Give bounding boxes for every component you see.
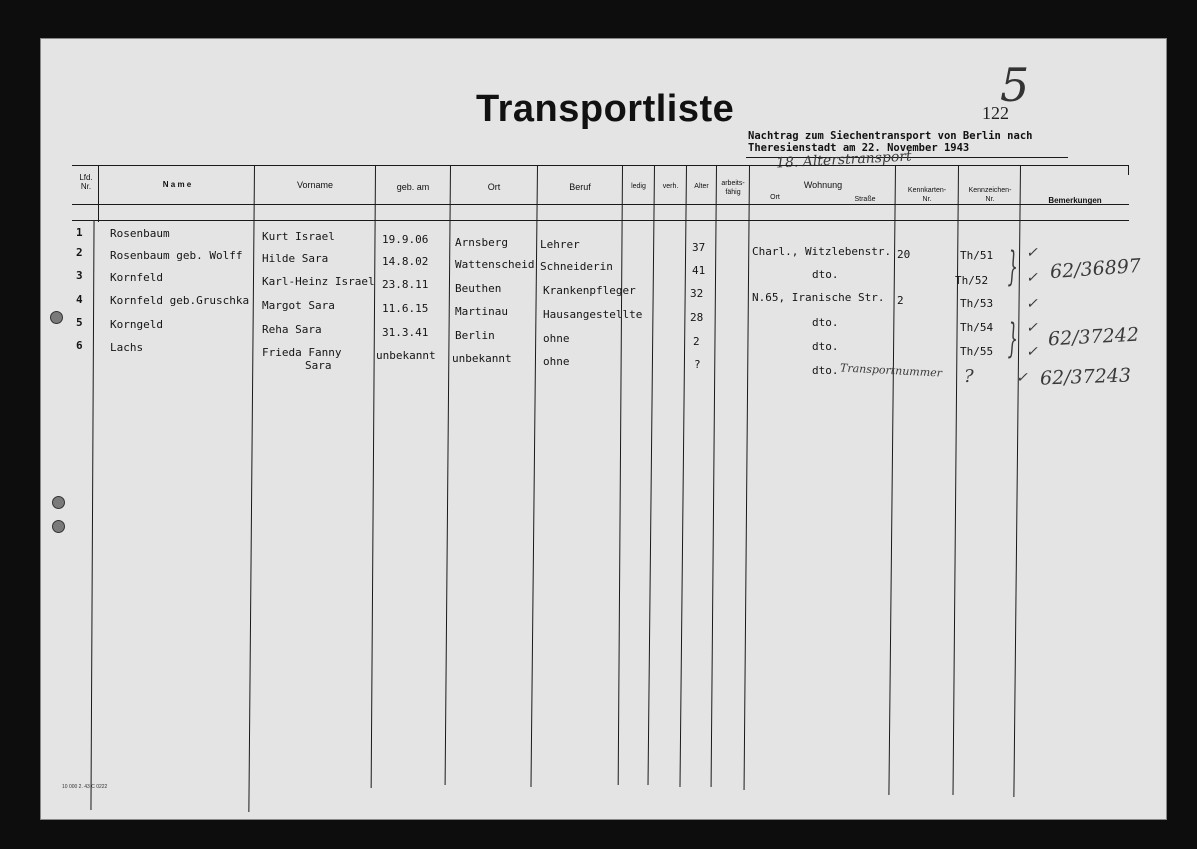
row-kennzeichen: Th/54 (960, 321, 994, 334)
row-name: Rosenbaum (110, 227, 170, 240)
remark-1: 62/36897 (1049, 254, 1142, 284)
table-right-border (1128, 165, 1129, 175)
row-number: 1 (76, 226, 83, 239)
row-beruf: ohne (543, 355, 570, 368)
row-alter: 32 (690, 287, 704, 300)
tick-mark: ✓ (1026, 296, 1038, 312)
row-ort: Arnsberg (455, 236, 508, 249)
row-name: Kornfeld geb.Gruschka (110, 294, 250, 307)
row-number: 3 (76, 269, 83, 282)
row-vorname: Kurt Israel (262, 230, 335, 243)
row-alter: 28 (690, 311, 704, 324)
header-wohnung-ort: Ort (770, 194, 780, 201)
row-ort: unbekannt (452, 352, 512, 365)
table-top-line (72, 165, 1129, 166)
row-kennzeichen: Th/52 (955, 274, 989, 287)
header-geb-am: geb. am (396, 182, 430, 192)
row-vorname: Frieda Fanny (262, 346, 342, 359)
row-name: Lachs (110, 341, 144, 354)
row-wohnung: dto. (812, 316, 839, 329)
header-kennkarten: Kennkarten- Nr. (907, 187, 947, 203)
row-vorname: Margot Sara (262, 299, 335, 312)
row-kennzeichen: Th/51 (960, 249, 994, 262)
row-wohnung-handwritten-note: Transportnummer (839, 361, 943, 380)
tick-mark: ✓ (1016, 370, 1028, 386)
row-geb: 31.3.41 (382, 326, 429, 339)
remark-3: 62/37243 (1039, 364, 1132, 390)
header-arbeitsfaehig: arbeits- fähig (721, 180, 745, 196)
bracket-mark: } (1007, 316, 1018, 362)
tick-mark: ✓ (1026, 270, 1038, 286)
row-vorname-second: Sara (305, 359, 332, 372)
header-bottom-line (72, 204, 1129, 205)
punch-hole (52, 496, 65, 509)
row-kennzeichen: Th/53 (960, 297, 994, 310)
row-kennzeichen: Th/55 (960, 345, 994, 358)
handwritten-page-number: 5 (1000, 58, 1030, 112)
row-number: 6 (76, 339, 83, 352)
document-title: Transportliste (476, 88, 735, 130)
header-bottom-line-2 (72, 220, 1129, 221)
row-beruf: Schneiderin (540, 260, 613, 273)
row-vorname: Karl-Heinz Israel (262, 275, 375, 288)
header-wohnung: Wohnung (803, 180, 843, 190)
row-kennzeichen: ? (964, 366, 974, 387)
row-ort: Wattenscheid (455, 258, 535, 271)
row-alter: 2 (693, 335, 700, 348)
column-divider (98, 165, 99, 222)
header-alter: Alter (694, 183, 709, 190)
header-kennzeichen: Kennzeichen- Nr. (968, 187, 1012, 203)
row-alter: 41 (692, 264, 706, 277)
row-kennkarte: 2 (897, 294, 904, 307)
row-beruf: Lehrer (540, 238, 580, 251)
row-geb: 11.6.15 (382, 302, 429, 315)
header-beruf: Beruf (569, 182, 591, 192)
page-number: 122 (982, 103, 1009, 123)
row-ort: Martinau (455, 305, 508, 318)
row-name: Rosenbaum geb. Wolff (110, 249, 243, 262)
row-name: Korngeld (110, 318, 163, 331)
row-geb: 23.8.11 (382, 278, 429, 291)
document-page (40, 38, 1167, 820)
row-kennkarte: 20 (897, 248, 911, 261)
punch-hole (52, 520, 65, 533)
header-vorname: Vorname (296, 180, 334, 190)
bracket-mark: } (1007, 244, 1018, 290)
tick-mark: ✓ (1026, 344, 1038, 360)
row-number: 5 (76, 316, 83, 329)
punch-hole (50, 311, 63, 324)
remark-2: 62/37242 (1047, 323, 1140, 351)
row-geb: unbekannt (376, 349, 436, 362)
header-name: N a m e (162, 180, 192, 189)
header-ort: Ort (487, 182, 501, 192)
row-vorname: Reha Sara (262, 323, 322, 336)
row-vorname: Hilde Sara (262, 252, 329, 265)
row-number: 2 (76, 246, 83, 259)
row-wohnung: dto. (812, 268, 839, 281)
row-name: Kornfeld (110, 271, 163, 284)
row-beruf: Krankenpfleger (543, 284, 636, 297)
form-footer-code: 10 000 2. 43 C 0222 (62, 784, 108, 790)
row-wohnung: dto. (812, 364, 839, 377)
handwritten-transport-note: 18. Alterstransport (775, 148, 912, 172)
row-ort: Berlin (455, 329, 495, 342)
header-verh: verh. (662, 183, 679, 190)
header-ledig: ledig (631, 183, 646, 190)
row-wohnung: N.65, Iranische Str. (752, 291, 885, 304)
tick-mark: ✓ (1026, 245, 1038, 261)
row-beruf: ohne (543, 332, 570, 345)
document-subtitle: Nachtrag zum Siechentransport von Berlin nach Theresienstadt am 22. November 1943 (748, 130, 1033, 154)
row-geb: 14.8.02 (382, 255, 429, 268)
row-geb: 19.9.06 (382, 233, 429, 246)
row-alter: ? (694, 358, 701, 371)
header-lfd-nr: Lfd. Nr. (79, 173, 93, 191)
header-bemerkungen: Bemerkungen (1048, 196, 1102, 205)
tick-mark: ✓ (1026, 320, 1038, 336)
header-wohnung-strasse: Straße (854, 196, 876, 203)
row-number: 4 (76, 293, 83, 306)
row-beruf: Hausangestellte (543, 308, 643, 321)
row-ort: Beuthen (455, 282, 502, 295)
row-alter: 37 (692, 241, 706, 254)
row-wohnung: Charl., Witzlebenstr. (752, 245, 892, 258)
row-wohnung: dto. (812, 340, 839, 353)
